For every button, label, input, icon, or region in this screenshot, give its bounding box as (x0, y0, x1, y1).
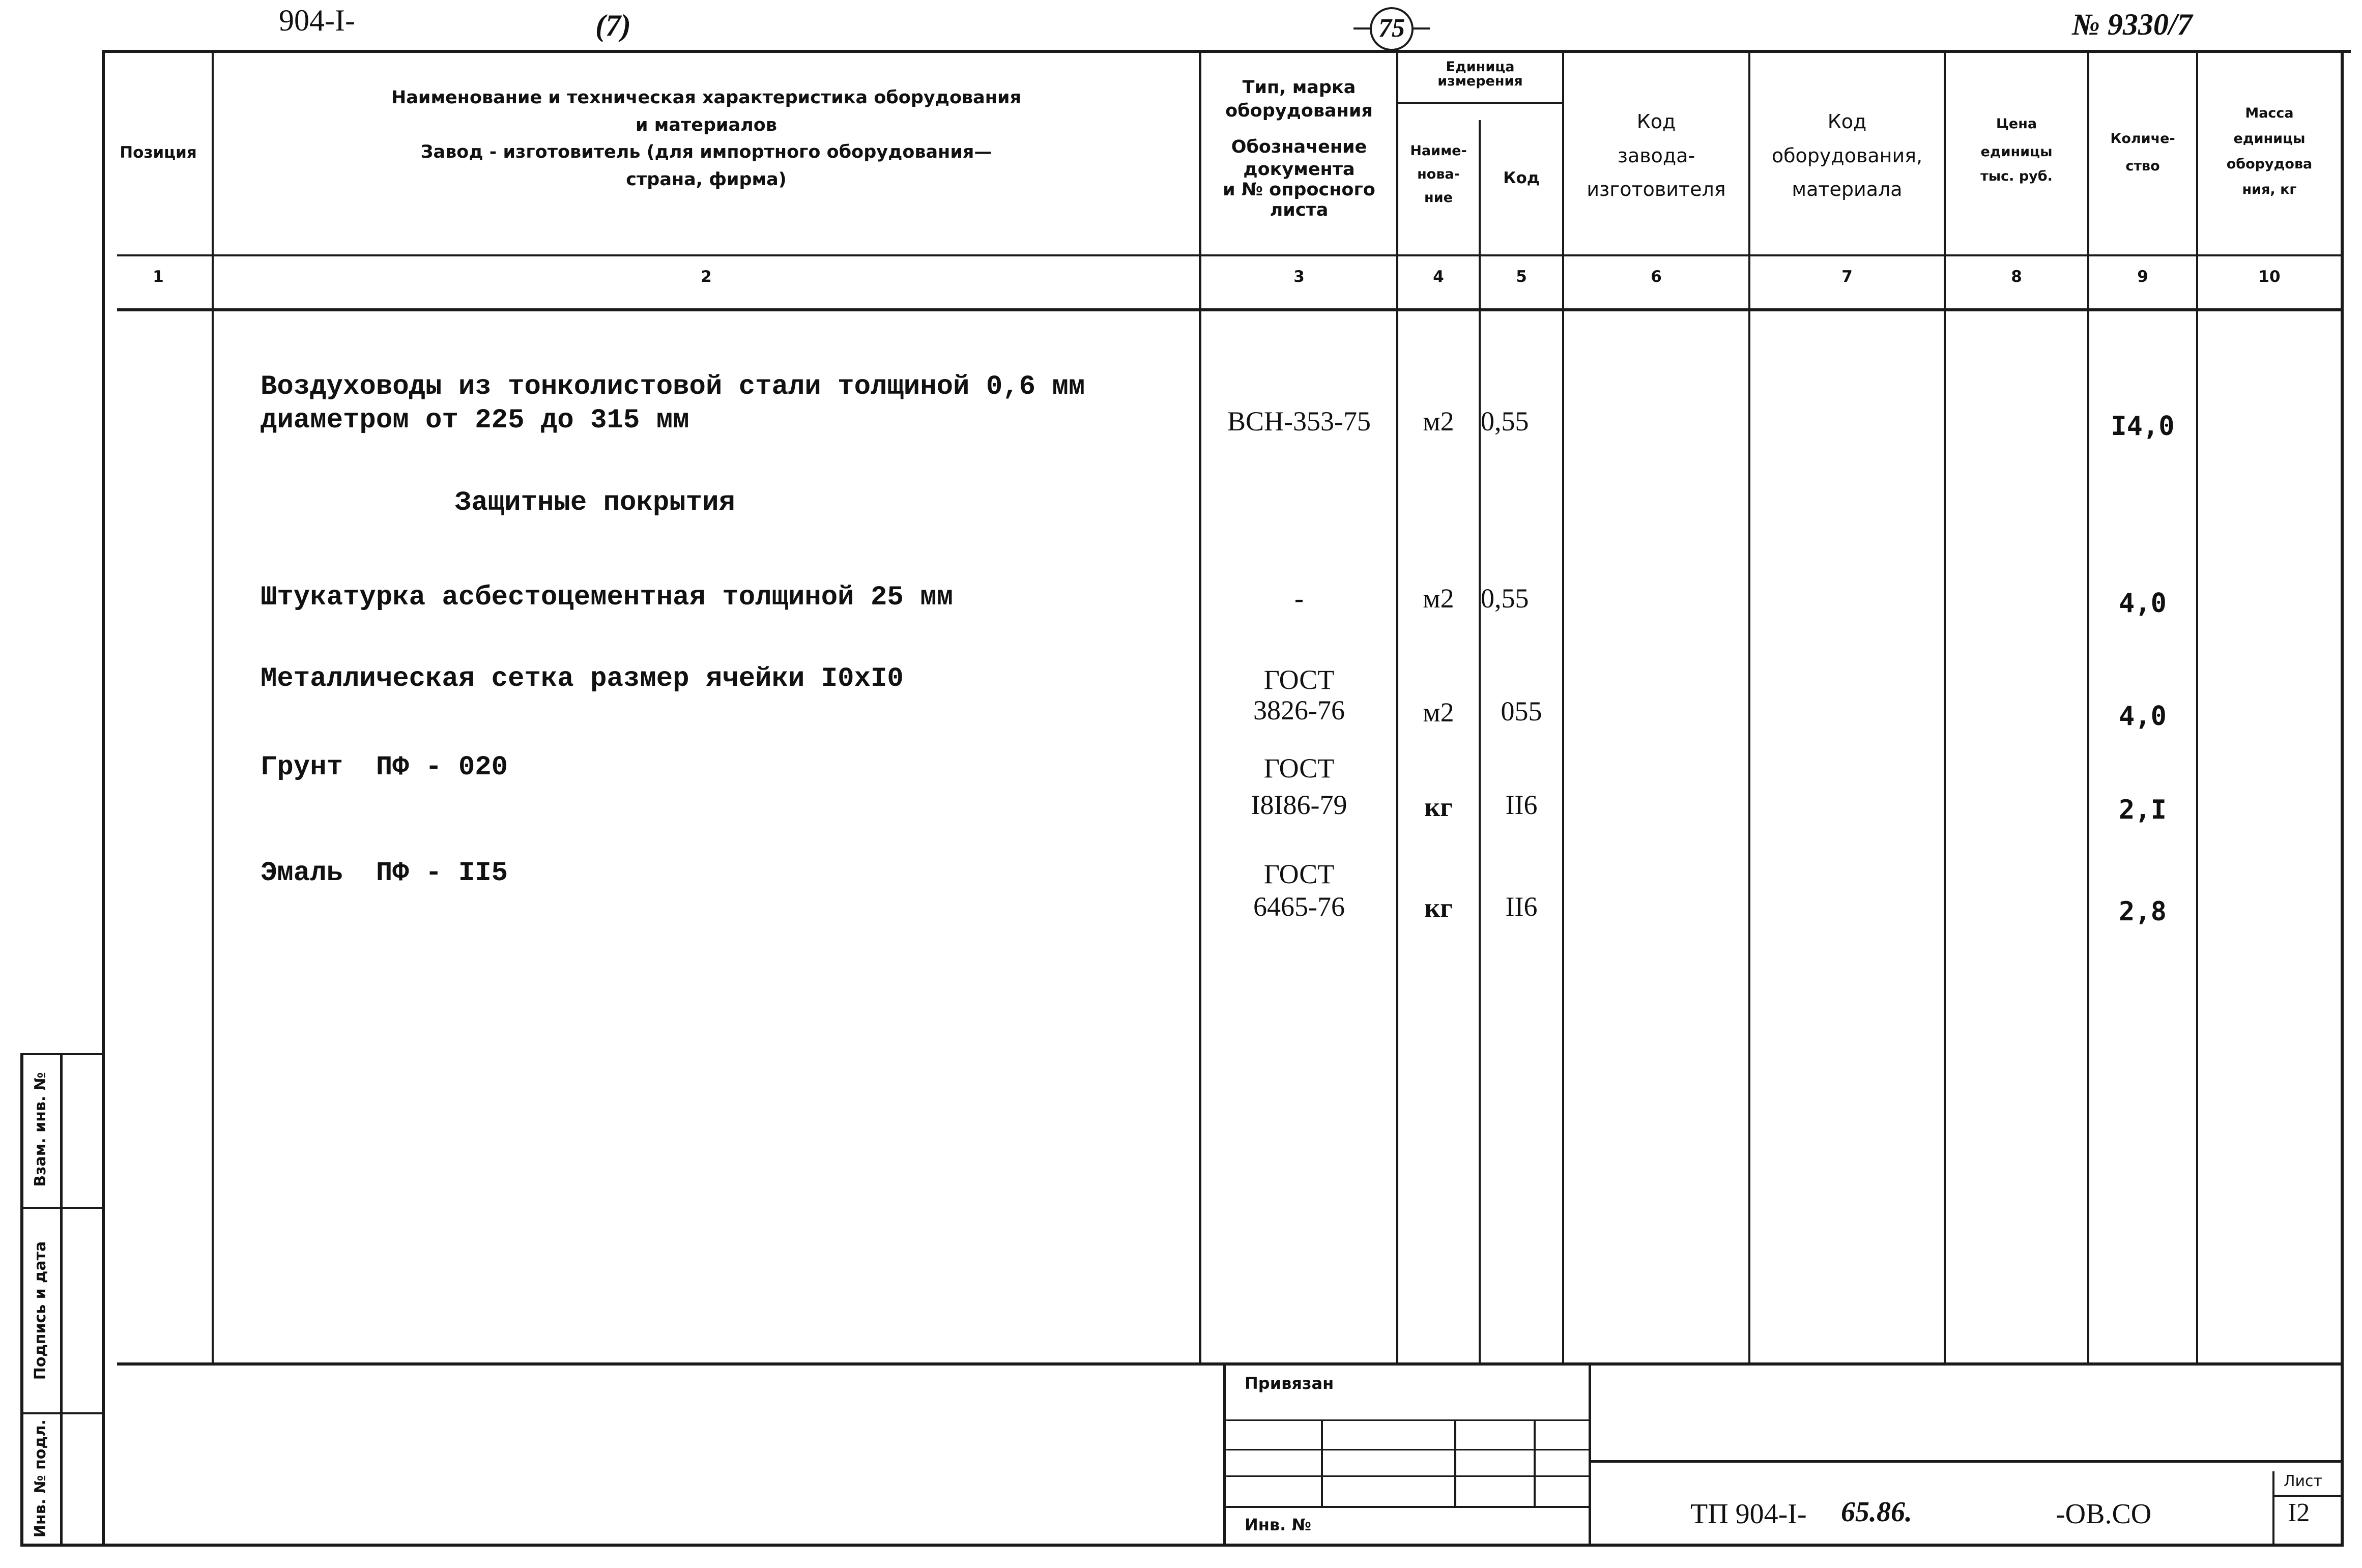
side-label-inv-orig: Инв. № подл. (32, 1419, 49, 1538)
row5-name-line1: Эмаль ПФ - II5 (261, 858, 508, 889)
header-quantity-block (2089, 125, 2196, 180)
header-unit-name-line3: ние (1424, 189, 1453, 206)
bottom-stamp-top-line (117, 1362, 2341, 1366)
header-name-line4: страна, фирма) (626, 169, 787, 190)
header-type-line5: и № опросного (1223, 179, 1375, 200)
header-equipment-code-line1: Код (1827, 110, 1867, 133)
header-quantity-line2: ство (2125, 158, 2160, 174)
header-type-line6: листа (1270, 200, 1329, 220)
row4-quantity: 2,I (2119, 795, 2167, 825)
header-unit-name-block (1398, 139, 1479, 210)
col-line-7 (1944, 53, 1946, 1366)
stamp-attached-col3 (1534, 1419, 1536, 1506)
series-code: 904-I- (279, 4, 355, 37)
row5-unit-code: II6 (1505, 891, 1538, 922)
header-mass-line4: ния, кг (2242, 181, 2297, 197)
header-position: Позиция (120, 143, 197, 162)
header-equipment-code-block (1750, 105, 1944, 207)
row1-quantity: I4,0 (2111, 411, 2175, 442)
header-price-line2: единицы (1980, 143, 2053, 160)
header-type-line2: оборудования (1225, 100, 1373, 121)
frame-right-line (2341, 50, 2344, 1546)
col-number-5: 5 (1516, 268, 1527, 286)
side-stamp-sep1 (20, 1207, 105, 1209)
header-mass-line1: Масса (2245, 105, 2294, 121)
side-label-sign-date: Подпись и дата (32, 1241, 49, 1380)
stamp-dash-left (1353, 27, 1370, 30)
title-block-top-line (1591, 1460, 2341, 1463)
header-mass-line2: единицы (2233, 130, 2306, 147)
header-unit-name-line1: Наиме- (1410, 143, 1467, 159)
row4-unit-code: II6 (1505, 790, 1538, 820)
col-number-10: 10 (2258, 268, 2281, 286)
section-title: Защитные покрытия (455, 487, 735, 518)
row5-unit: кг (1424, 892, 1453, 923)
row3-document-line1: ГОСТ (1263, 664, 1335, 695)
stamp-attached-row4 (1226, 1506, 1589, 1508)
row5-document-line2: 6465-76 (1253, 891, 1345, 922)
header-equipment-code-line2: оборудования, (1771, 144, 1923, 167)
circled-number-stamp (1370, 7, 1414, 51)
header-unit-group-line1: Единица (1446, 59, 1515, 75)
col-line-5 (1562, 53, 1564, 1366)
bracket-number: (7) (595, 9, 631, 42)
header-mass-block (2198, 101, 2341, 202)
frame-top-line (102, 50, 2351, 53)
row2-name-line1: Штукатурка асбестоцементная толщиной 25 мм (261, 582, 954, 613)
sheet-box-sep-line (2274, 1495, 2341, 1497)
row1-unit-code: 0,55 (1481, 406, 1529, 437)
archive-number: № 9330/7 (2072, 8, 2193, 41)
row3-unit: м2 (1423, 697, 1454, 728)
sheet-number: I2 (2288, 1498, 2310, 1527)
header-factory-code-line1: Код (1636, 110, 1676, 133)
header-factory-code-line3: изготовителя (1587, 178, 1726, 200)
header-unit-group-line2: измерения (1437, 73, 1523, 90)
side-label-inv-replace: Взам. инв. № (32, 1072, 49, 1187)
designation-suffix: -ОВ.СО (2056, 1498, 2152, 1530)
side-stamp-left-line (20, 1053, 23, 1547)
header-unit-group (1398, 60, 1562, 89)
header-factory-code-block (1564, 105, 1748, 207)
designation-handwritten: 65.86. (1841, 1496, 1912, 1528)
row3-unit-code: 055 (1501, 696, 1542, 727)
row4-name-line1: Грунт ПФ - 020 (261, 752, 508, 783)
col-number-2: 2 (701, 268, 712, 286)
col-line-9 (2196, 53, 2198, 1366)
row1-document: ВСН-353-75 (1227, 406, 1371, 437)
row1-name-line2: диаметром от 225 до 315 мм (261, 405, 689, 436)
header-bottom-line (117, 254, 2341, 256)
row4-unit: кг (1424, 792, 1453, 822)
header-name-block (214, 86, 1199, 191)
stamp-attached-col1 (1321, 1419, 1323, 1506)
inv-label: Инв. № (1245, 1515, 1311, 1534)
header-price-block (1946, 108, 2087, 190)
side-stamp-mid-line (60, 1053, 63, 1547)
unit-group-line (1398, 102, 1562, 104)
stamp-attached-left (1223, 1366, 1226, 1544)
row2-unit-code: 0,55 (1481, 583, 1529, 614)
header-type-line1: Тип, марка (1242, 77, 1356, 98)
circled-number: 75 (1378, 14, 1405, 43)
row3-quantity: 4,0 (2119, 701, 2167, 732)
col-number-1: 1 (153, 268, 164, 286)
col-line-4 (1479, 120, 1481, 1366)
header-price-line3: тыс. руб. (1980, 168, 2053, 184)
row1-name-line1: Воздуховоды из тонколистовой стали толщиной 0,6 мм (261, 371, 1085, 402)
header-unit-name-line2: нова- (1417, 166, 1460, 182)
row1-unit: м2 (1423, 406, 1454, 437)
col-line-1 (212, 53, 214, 1366)
col-line-6 (1748, 53, 1750, 1366)
header-factory-code-line2: завода- (1617, 144, 1695, 167)
stamp-attached-right (1589, 1366, 1591, 1544)
row4-document-line1: ГОСТ (1263, 753, 1335, 783)
col-number-4: 4 (1433, 268, 1444, 286)
row2-quantity: 4,0 (2119, 588, 2167, 619)
header-equipment-code-line3: материала (1792, 178, 1903, 200)
row3-name-line1: Металлическая сетка размер ячейки I0xI0 (261, 663, 904, 694)
col-number-6: 6 (1651, 268, 1662, 286)
header-quantity-line1: Количе- (2110, 131, 2175, 147)
header-name-line2: и материалов (636, 114, 777, 135)
row5-document-line1: ГОСТ (1263, 859, 1335, 889)
row2-document: - (1294, 583, 1304, 614)
header-unit-code: Код (1503, 169, 1540, 187)
row3-document-line2: 3826-76 (1253, 695, 1345, 725)
attached-label: Привязан (1245, 1374, 1334, 1393)
header-price-line1: Цена (1996, 116, 2037, 132)
header-type-line4: документа (1243, 159, 1355, 180)
numbers-bottom-line (117, 308, 2341, 311)
row5-quantity: 2,8 (2119, 896, 2167, 927)
row4-document-line2: I8I86-79 (1251, 790, 1347, 820)
stamp-attached-col2 (1454, 1419, 1456, 1506)
sheet-box-left-line (2272, 1471, 2274, 1544)
col-number-8: 8 (2011, 268, 2022, 286)
stamp-dash-right (1414, 27, 1430, 30)
header-mass-line3: оборудова (2226, 156, 2313, 172)
row2-unit: м2 (1423, 583, 1454, 614)
header-type-line3: Обозначение (1231, 137, 1367, 157)
col-number-7: 7 (1841, 268, 1853, 286)
designation-prefix: ТП 904-I- (1690, 1498, 1807, 1530)
col-number-9: 9 (2137, 268, 2148, 286)
frame-bottom-line (20, 1544, 2344, 1547)
col-line-2 (1199, 53, 1201, 1366)
header-type-block (1202, 76, 1396, 220)
header-name-line3: Завод - изготовитель (для импортного оборудования— (420, 142, 992, 162)
col-number-3: 3 (1293, 268, 1305, 286)
header-name-line1: Наименование и техническая характеристика оборудования (391, 88, 1021, 108)
sheet-label: Лист (2284, 1472, 2323, 1490)
